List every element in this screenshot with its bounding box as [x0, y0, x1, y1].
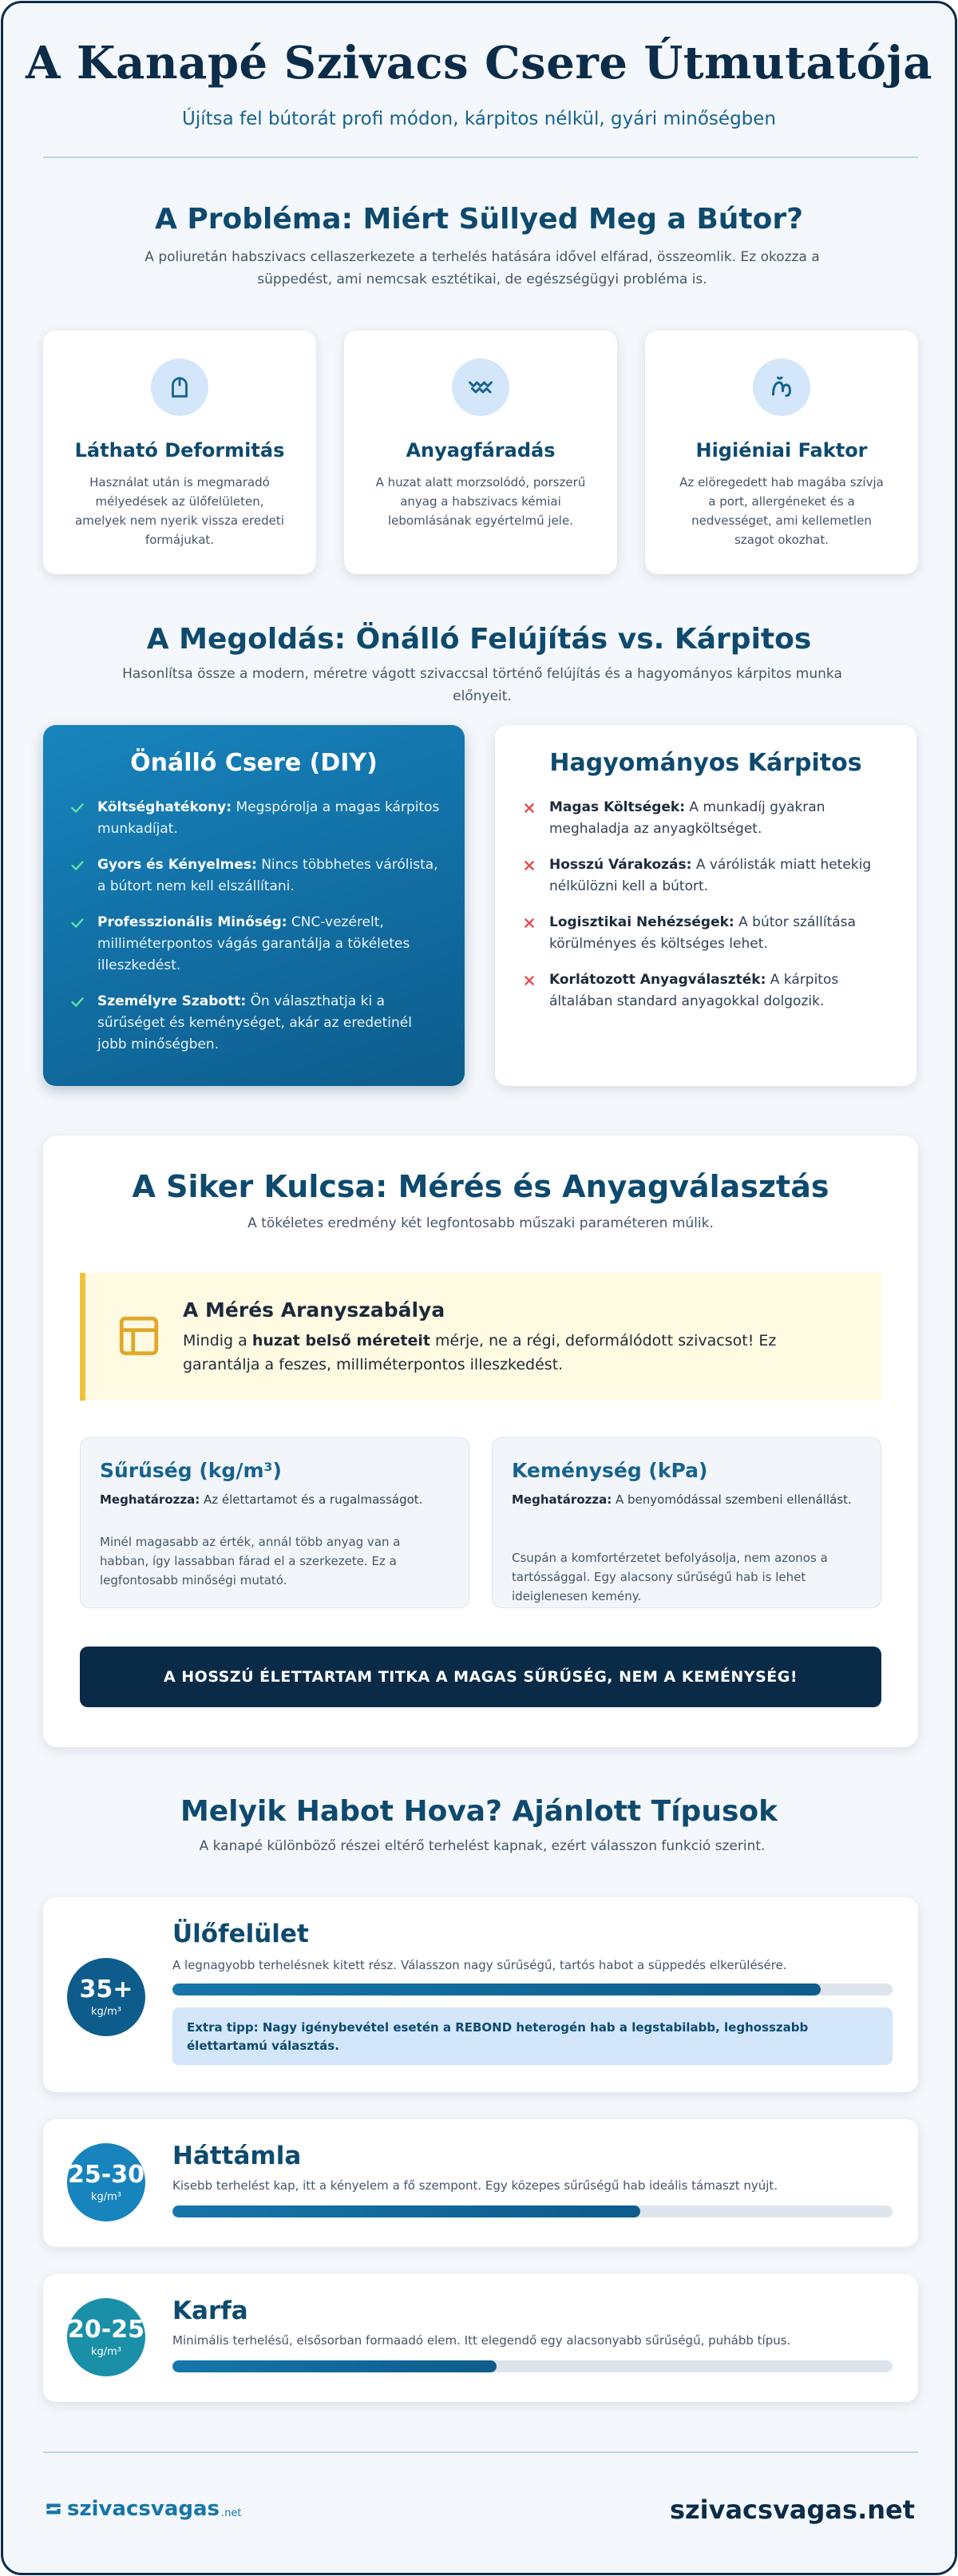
problem-card-title: Anyagfáradás: [406, 439, 556, 462]
check-icon: [69, 857, 86, 874]
waves-icon: [452, 359, 509, 416]
solution-title: A Megoldás: Önálló Felújítás vs. Kárpitos: [146, 623, 812, 656]
diy-benefit-item: Költséghatékony: Megspórolja a magas kárpitos munkadíjat.: [69, 797, 444, 840]
measurement-rule-callout: [80, 1273, 881, 1401]
rule-text: Mindig a huzat belső méreteit mérje, ne a régi, deformálódott szivacsot! Ez garantálja a feszes, milliméterpontos illeszkedést.: [183, 1332, 777, 1373]
problem-title: A Probléma: Miért Süllyed Meg a Bútor?: [154, 203, 804, 236]
diy-benefit-item: Gyors és Kényelmes: Nincs többhetes várólista, a bútort nem kell elszállítani.: [69, 854, 444, 898]
density-level-fill: [172, 2205, 640, 2217]
hygiene-icon: [753, 359, 810, 416]
extra-tip: Extra tipp: Nagy igénybevétel esetén a REBOND heterogén hab a legstabilabb, leghosszabb élettartamú választás.: [172, 2007, 893, 2065]
problem-card-text: A huzat alatt morzsolódó, porszerű anyag a habszivacs kémiai lebomlásának egyértelmű jele.: [375, 475, 586, 528]
problem-card-text: Használat után is megmaradó mélyedések az ülőfelületen, amelyek nem nyerik vissza eredeti formájukat.: [75, 475, 284, 547]
foams-description: A kanapé különböző részei eltérő terhelést kapnak, ezért válasszon funkció szerint.: [199, 1838, 766, 1854]
diy-benefit-item: Professzionális Minőség: CNC-vezérelt, milliméterpontos vágás garantálja a tökéletes illeszkedést.: [69, 912, 444, 977]
page-title: A Kanapé Szivacs Csere Útmutatója: [25, 37, 933, 89]
footer-url-link[interactable]: szivacsvagas.net: [669, 2495, 915, 2525]
problem-card-fatigue: [344, 331, 617, 574]
header: [3, 37, 955, 129]
hardness-title: Keménység (kPa): [512, 1459, 708, 1482]
hardness-note: Csupán a komfortérzetet befolyásolja, nem azonos a tartóssággal. Egy alacsony sűrűségű hab is lehet ideiglenesen kemény.: [512, 1551, 828, 1603]
logo-icon: [43, 2499, 64, 2519]
hardness-box: [492, 1437, 881, 1608]
density-level-bar: [172, 2360, 893, 2372]
density-circle: 35+ kg/m³: [67, 1958, 145, 2036]
traditional-drawback-list: [521, 797, 896, 1027]
layout-icon: [116, 1313, 162, 1359]
foam-description: A legnagyobb terhelésnek kitett rész. Válasszon nagy sűrűségű, tartós habot a süppedés elkerülésére.: [172, 1958, 787, 1972]
footer-divider: [43, 2451, 918, 2453]
problem-card-title: Látható Deformitás: [74, 439, 285, 462]
cross-icon: [521, 799, 538, 817]
footer-logo[interactable]: szivacsvagas .net: [43, 2493, 242, 2525]
check-icon: [69, 993, 86, 1011]
density-note: Minél magasabb az érték, annál több anyag van a habban, így lassabban fárad el a szerkezete. Ez a legfontosabb minőségi mutató.: [100, 1535, 401, 1587]
traditional-drawback-item: Hosszú Várakozás: A várólisták miatt hetekig nélkülözni kell a bútort.: [521, 854, 896, 898]
foam-card-armrest: [43, 2274, 918, 2402]
foam-title: Ülőfelület: [172, 1920, 309, 1948]
traditional-title: Hagyományos Kárpitos: [549, 749, 862, 777]
diy-benefit-item: Személyre Szabott: Ön választhatja ki a sűrűséget és keménységet, akár az eredetinél jobb minőségben.: [69, 991, 444, 1056]
key-banner: A HOSSZÚ ÉLETTARTAM TITKA A MAGAS SŰRŰSÉG, NEM A KEMÉNYSÉG!: [80, 1647, 881, 1707]
traditional-drawback-item: Magas Költségek: A munkadíj gyakran meghaladja az anyagköltséget.: [521, 797, 896, 840]
traditional-card: [495, 725, 916, 1086]
page-subtitle: Újítsa fel bútorát profi módon, kárpitos nélkül, gyári minőségben: [181, 109, 776, 129]
rule-title: A Mérés Aranyszabálya: [183, 1298, 445, 1322]
check-icon: [69, 914, 86, 932]
foam-card-backrest: [43, 2119, 918, 2247]
foam-description: Minimális terhelésű, elsősorban formaadó elem. Itt elegendő egy alacsonyabb sűrűségű, puhább típus.: [172, 2333, 791, 2348]
density-level-fill: [172, 1984, 821, 1995]
infographic-frame: [1, 1, 957, 2575]
foam-card-seat: [43, 1897, 918, 2092]
check-icon: [69, 799, 86, 817]
density-level-bar: [172, 2205, 893, 2217]
density-title: Sűrűség (kg/m³): [100, 1459, 282, 1482]
header-divider: [43, 157, 918, 158]
problem-card-text: Az elöregedett hab magába szívja a port, allergéneket és a nedvességet, ami kellemetlen szagot okozhat.: [679, 475, 884, 547]
diy-benefit-list: [69, 797, 444, 1070]
cross-icon: [521, 857, 538, 874]
foams-title: Melyik Habot Hova? Ajánlott Típusok: [180, 1795, 778, 1828]
density-level-bar: [172, 1984, 893, 1995]
density-definition: Meghatározza: Az élettartamot és a rugalmasságot.: [100, 1492, 423, 1507]
diy-card: [43, 725, 465, 1086]
foam-description: Kisebb terhelést kap, itt a kényelem a fő szempont. Egy közepes sűrűségű hab ideális támaszt nyújt.: [172, 2178, 778, 2193]
solution-description: Hasonlítsa össze a modern, méretre vágott szivaccsal történő felújítás és a hagyományos kárpitos munka előnyeit.: [122, 666, 842, 704]
density-circle: 25-30 kg/m³: [67, 2143, 145, 2221]
key-description: A tökéletes eredmény két legfontosabb műszaki paraméteren múlik.: [247, 1215, 714, 1231]
cross-icon: [521, 914, 538, 932]
density-circle: 20-25 kg/m³: [67, 2298, 145, 2376]
hardness-definition: Meghatározza: A benyomódással szembeni ellenállást.: [512, 1492, 852, 1507]
problem-description: A poliuretán habszivacs cellaszerkezete a terhelés hatására idővel elfárad, összeomlik. Ez okozza a süppedést, ami nemcsak esztétikai, de egészségügyi probléma is.: [144, 249, 820, 287]
problem-card-deformity: [43, 331, 316, 574]
traditional-drawback-item: Logisztikai Nehézségek: A bútor szállítása körülményes és költséges lehet.: [521, 912, 896, 955]
traditional-drawback-item: Korlátozott Anyagválaszték: A kárpitos általában standard anyagokkal dolgozik.: [521, 969, 896, 1013]
density-level-fill: [172, 2360, 497, 2372]
problem-card-title: Higiéniai Faktor: [695, 439, 868, 462]
key-section-card: [43, 1135, 918, 1747]
density-box: [80, 1437, 469, 1608]
cross-icon: [521, 972, 538, 989]
foam-title: Karfa: [172, 2297, 248, 2325]
key-title: A Siker Kulcsa: Mérés és Anyagválasztás: [132, 1169, 829, 1204]
seat-icon: [151, 359, 208, 416]
problem-card-hygiene: [645, 331, 918, 574]
foam-title: Háttámla: [172, 2142, 302, 2170]
diy-title: Önálló Csere (DIY): [130, 749, 378, 777]
